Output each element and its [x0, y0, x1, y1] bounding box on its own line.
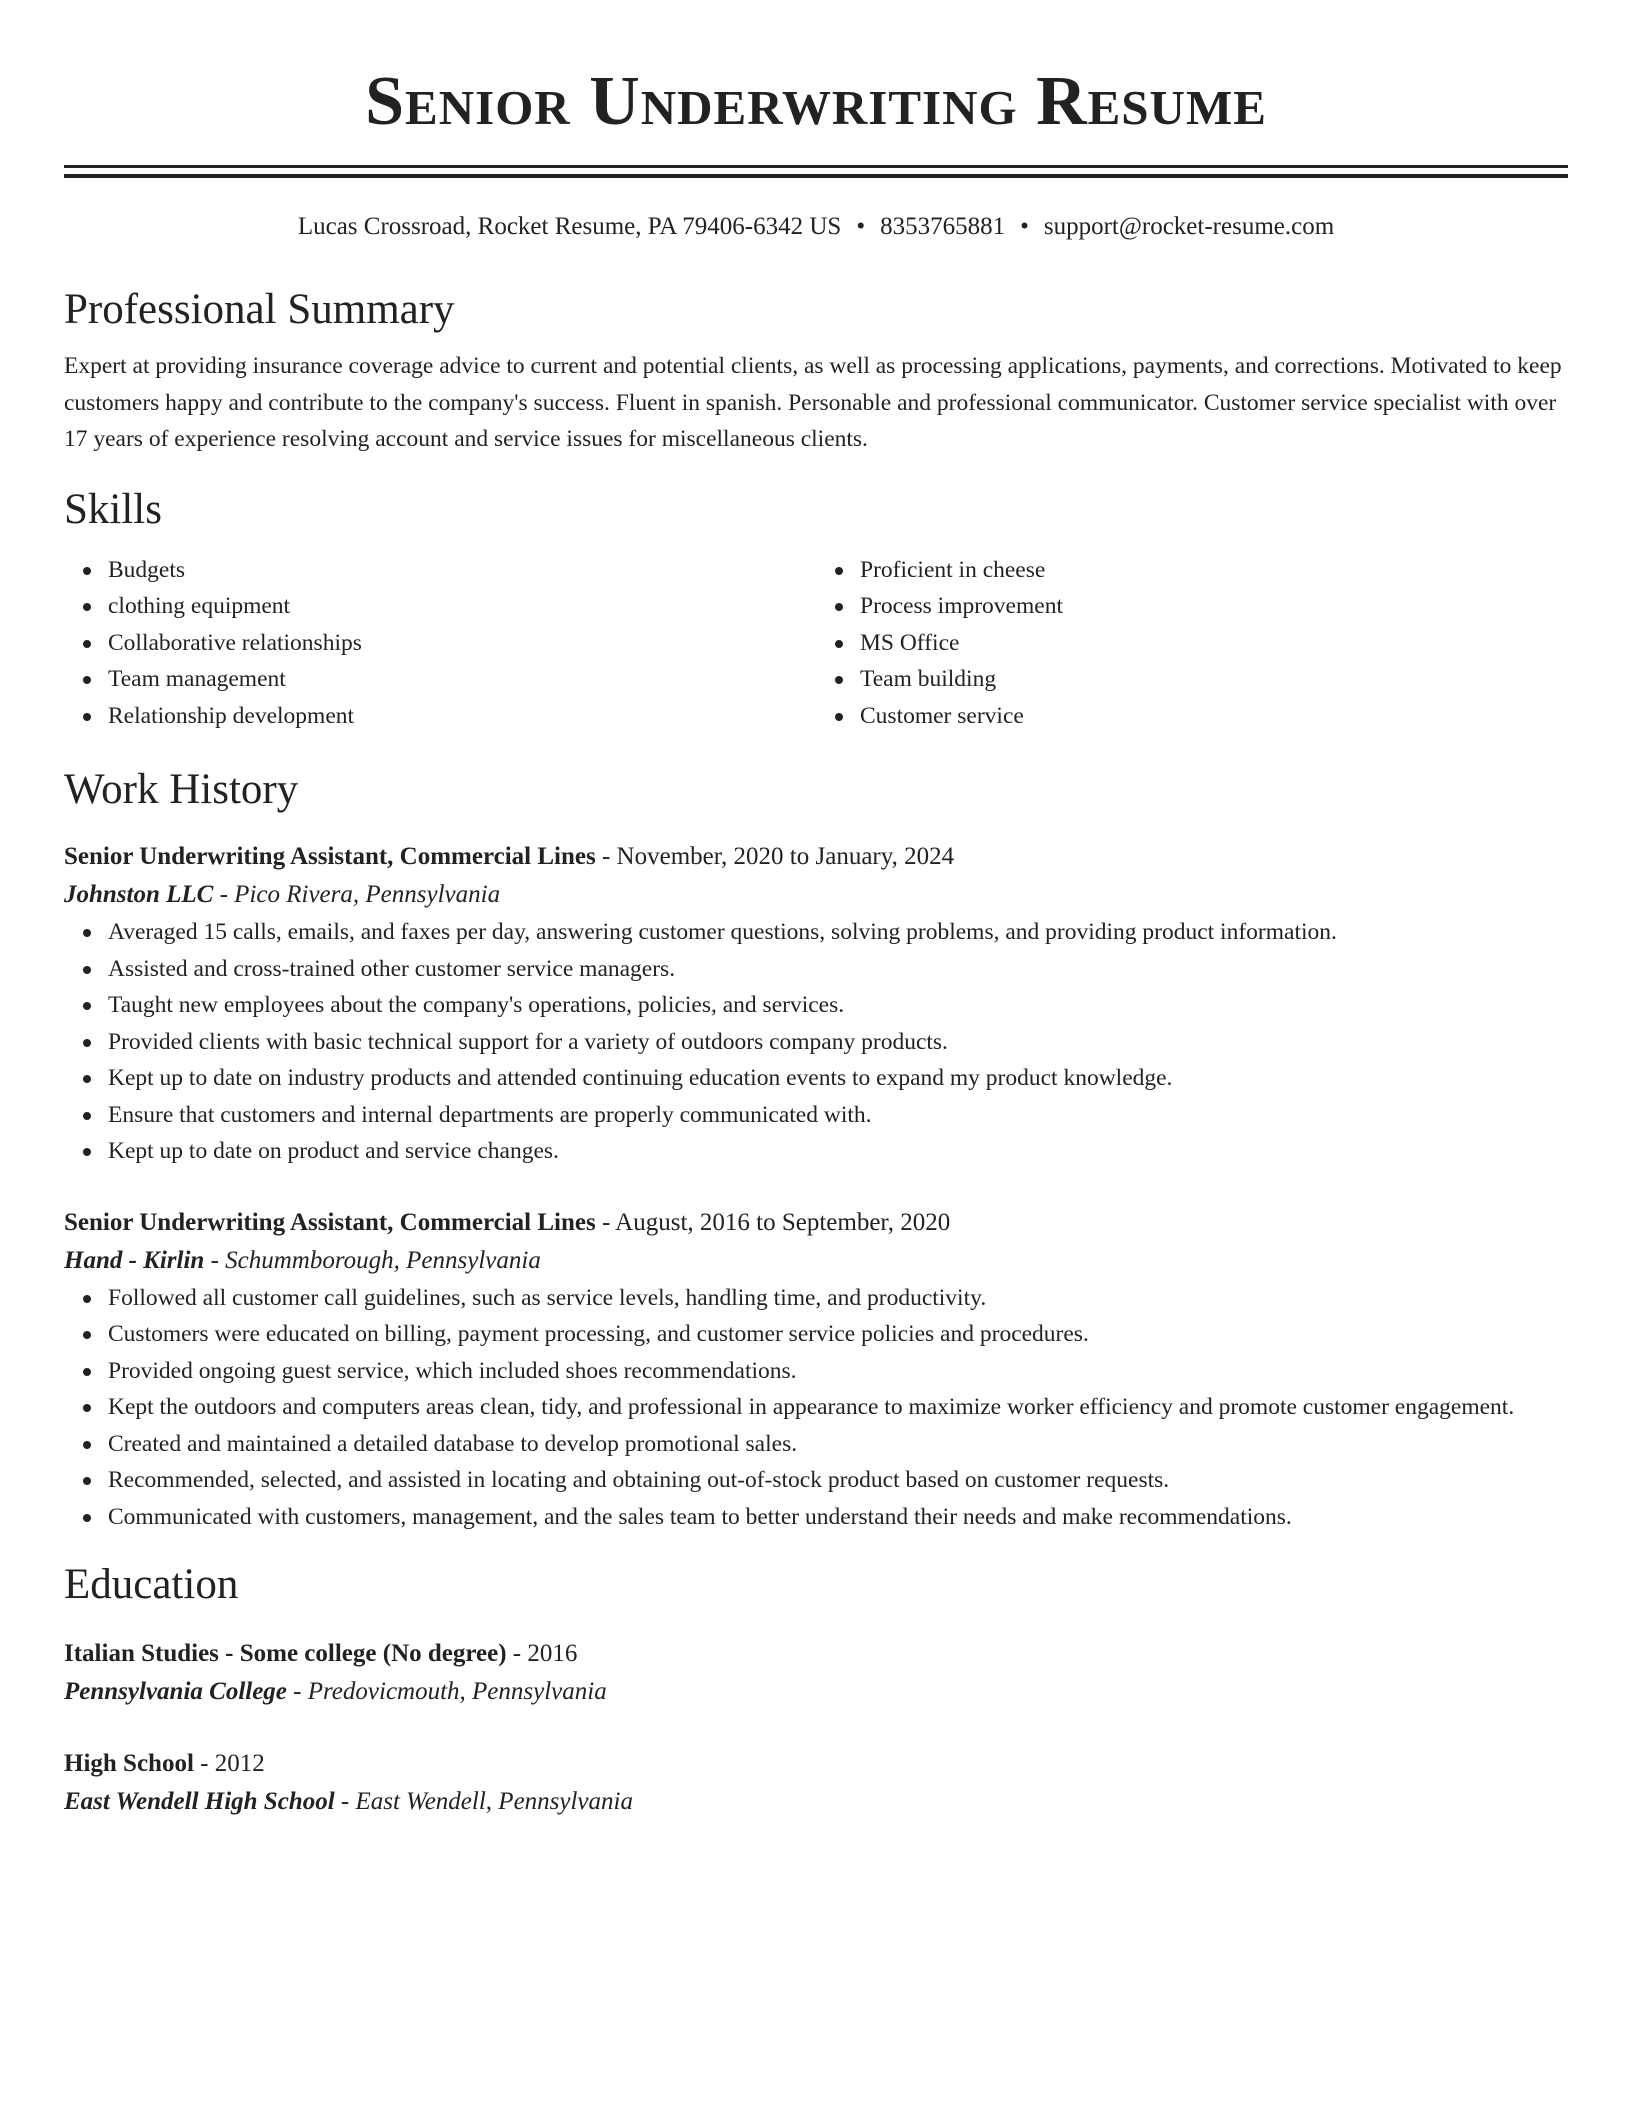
skill-item: MS Office [860, 625, 1568, 662]
company-line [64, 1242, 1568, 1280]
job-dates: - August, 2016 to September, 2020 [595, 1208, 951, 1236]
title-divider-bottom [64, 174, 1568, 178]
bullet-icon [83, 713, 91, 721]
skill-item: Team building [860, 661, 1568, 698]
bullet-icon [83, 1477, 91, 1485]
work-history-heading: Work History [64, 766, 299, 813]
education-entry [64, 1635, 1568, 1711]
school-line [64, 1783, 1568, 1821]
title-divider-top [64, 165, 1568, 168]
bullet-icon [835, 676, 843, 684]
skill-item: Proficient in cheese [860, 552, 1568, 589]
bullet-icon [83, 640, 91, 648]
job-bullet: Followed all customer call guidelines, such as service levels, handling time, and productivity. [108, 1280, 1568, 1317]
bullet-icon [835, 567, 843, 575]
job-bullet: Provided clients with basic technical support for a variety of outdoors company products. [108, 1024, 1568, 1061]
skill-item: Customer service [860, 698, 1568, 735]
bullet-icon [83, 1404, 91, 1412]
bullet-icon [83, 1368, 91, 1376]
job-title: Senior Underwriting Assistant, Commercial Lines [64, 1208, 596, 1236]
job-title-line [64, 838, 1568, 876]
education-degree: Italian Studies - Some college (No degree) [64, 1640, 507, 1667]
education-title-line [64, 1745, 1568, 1783]
bullet-icon [83, 1514, 91, 1522]
school-name: Pennsylvania College [64, 1678, 287, 1705]
bullet-icon [835, 713, 843, 721]
contact-phone: 8353765881 [880, 213, 1006, 240]
contact-email: support@rocket-resume.com [1043, 213, 1335, 240]
bullet-icon [83, 676, 91, 684]
job-entry [64, 838, 1568, 1170]
skills-heading: Skills [64, 485, 162, 533]
job-bullet: Ensure that customers and internal departments are properly communicated with. [108, 1097, 1568, 1134]
contact-separator: • [856, 213, 866, 240]
company-location: - Pico Rivera, Pennsylvania [213, 881, 501, 908]
summary-heading: Professional Summary [64, 286, 455, 333]
company-line [64, 876, 1568, 914]
bullet-icon [835, 603, 843, 611]
skill-item: Process improvement [860, 588, 1568, 625]
company-location: - Schummborough, Pennsylvania [204, 1246, 541, 1274]
job-bullet: Averaged 15 calls, emails, and faxes per day, answering customer questions, solving problems, and providing product information. [108, 914, 1568, 951]
bullet-icon [835, 640, 843, 648]
job-bullet: Taught new employees about the company's operations, policies, and services. [108, 987, 1568, 1024]
bullet-icon [83, 603, 91, 611]
job-title-line [64, 1204, 1568, 1242]
contact-address: Lucas Crossroad, Rocket Resume, PA 79406-6342 US [297, 213, 842, 240]
bullet-icon [83, 1441, 91, 1449]
job-bullet: Provided ongoing guest service, which included shoes recommendations. [108, 1353, 1568, 1390]
job-bullet: Communicated with customers, management, and the sales team to better understand their needs and make recommendations. [108, 1499, 1568, 1536]
contact-separator: • [1020, 213, 1029, 240]
job-bullet: Assisted and cross-trained other customer service managers. [108, 951, 1568, 988]
school-line [64, 1673, 1568, 1711]
bullet-icon [83, 966, 91, 974]
job-title: Senior Underwriting Assistant, Commercial Lines [64, 843, 596, 870]
job-bullet: Kept up to date on product and service changes. [108, 1133, 1568, 1170]
company-name: Hand - Kirlin [64, 1246, 205, 1274]
school-location: - East Wendell, Pennsylvania [334, 1788, 633, 1815]
bullet-icon [83, 1148, 91, 1156]
skills-column-right [816, 552, 1568, 735]
skill-item: Collaborative relationships [108, 625, 816, 662]
bullet-icon [83, 567, 91, 575]
skill-item: clothing equipment [108, 588, 816, 625]
education-year: - 2012 [193, 1750, 265, 1777]
education-heading: Education [64, 1561, 239, 1608]
job-bullet: Kept up to date on industry products and attended continuing education events to expand my product knowledge. [108, 1060, 1568, 1097]
bullet-icon [83, 929, 91, 937]
bullet-icon [83, 1112, 91, 1120]
job-bullet-list [64, 1280, 1568, 1536]
school-location: - Predovicmouth, Pennsylvania [286, 1678, 607, 1705]
skill-item: Budgets [108, 552, 816, 589]
resume-title: Senior Underwriting Resume [365, 63, 1267, 140]
education-title-line [64, 1635, 1568, 1673]
job-dates: - November, 2020 to January, 2024 [595, 843, 955, 870]
job-bullet: Customers were educated on billing, payment processing, and customer service policies and procedures. [108, 1316, 1568, 1353]
job-bullet-list [64, 914, 1568, 1170]
bullet-icon [83, 1075, 91, 1083]
job-bullet: Kept the outdoors and computers areas clean, tidy, and professional in appearance to maximize worker efficiency and promote customer engagement. [108, 1389, 1568, 1426]
education-entry [64, 1745, 1568, 1821]
skills-column-left [64, 552, 816, 735]
contact-line [64, 210, 1568, 244]
summary-text: Expert at providing insurance coverage advice to current and potential clients, as well as processing applications, payments, and corrections. Motivated to keep customers happy and contribute to the company's success. Fluent in spanish. Personable and professional communicator. Customer service specialist with over 17 years of experience resolving account and service issues for miscellaneous clients. [64, 353, 1562, 452]
school-name: East Wendell High School [64, 1788, 335, 1815]
skill-item: Relationship development [108, 698, 816, 735]
education-year: - 2016 [506, 1640, 578, 1667]
job-bullet: Created and maintained a detailed database to develop promotional sales. [108, 1426, 1568, 1463]
bullet-icon [83, 1039, 91, 1047]
bullet-icon [83, 1002, 91, 1010]
bullet-icon [83, 1331, 91, 1339]
bullet-icon [83, 1295, 91, 1303]
education-degree: High School [64, 1750, 194, 1777]
job-entry [64, 1204, 1568, 1536]
skills-list [64, 552, 1568, 735]
job-bullet: Recommended, selected, and assisted in locating and obtaining out-of-stock product based on customer requests. [108, 1462, 1568, 1499]
company-name: Johnston LLC [64, 881, 214, 908]
skill-item: Team management [108, 661, 816, 698]
